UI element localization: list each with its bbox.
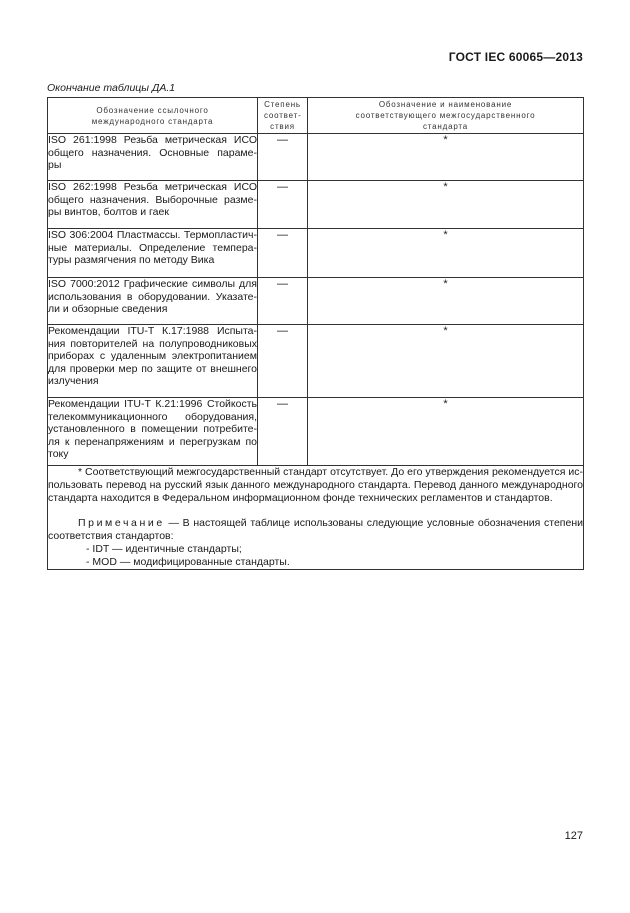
footnote-text: * Соответствующий межгосударственный стандарт отсутствует. До его утверждения рекомендуется ис- пользовать перевод на русский язык данного международного стандарта. Перевод данного международного стандарта находится в Федеральном информационном фонде технических регламентов и стандартов. <box>48 466 583 504</box>
table-row <box>48 229 584 278</box>
note-paragraph <box>48 517 583 543</box>
table-caption: Окончание таблицы ДА.1 <box>47 82 176 94</box>
reference-standard-cell: ISO 7000:2012 Графические символы для использования в оборудовании. Указате- ли и обзорные сведения <box>48 278 258 325</box>
notes-cell <box>48 466 584 570</box>
reference-standard-cell: Рекомендации ITU-T К.21:1996 Стойкость телекоммуникационного оборудования, установленного в помещении потребите- ля к перенапряжениям и перегрузкам по току <box>48 398 258 466</box>
table-row <box>48 398 584 466</box>
interstate-standard-cell: * <box>308 398 584 466</box>
table-row <box>48 278 584 325</box>
table-row <box>48 134 584 181</box>
table-row <box>48 325 584 398</box>
notes-row <box>48 466 584 570</box>
degree-cell: — <box>258 398 308 466</box>
table-row <box>48 181 584 229</box>
document-code: ГОСТ IEC 60065—2013 <box>448 50 583 64</box>
degree-cell: — <box>258 229 308 278</box>
column-header-interstate-standard: Обозначение и наименование соответствующего межгосударственного стандарта <box>308 98 584 134</box>
column-header-degree: Степень соответ- ствия <box>258 98 308 134</box>
reference-standard-cell: Рекомендации ITU-T К.17:1988 Испыта- ния повторителей на полупроводниковых приборах с удаленным электропитанием для проверки мер по защите от внешнего излучения <box>48 325 258 398</box>
note-label: Примечание <box>78 517 165 530</box>
legend-item-mod: - MOD — модифицированные стандарты. <box>86 555 290 568</box>
degree-cell: — <box>258 181 308 229</box>
note-text: — В настоящей таблице использованы следующие условные обозначения степени соответствия стандартов: <box>48 517 583 543</box>
interstate-standard-cell: * <box>308 134 584 181</box>
legend-item-idt: - IDT — идентичные стандарты; <box>86 542 242 555</box>
reference-standard-cell: ISO 262:1998 Резьба метрическая ИСО общего назначения. Выборочные разме- ры винтов, болтов и гаек <box>48 181 258 229</box>
page-number: 127 <box>564 830 583 842</box>
degree-cell: — <box>258 325 308 398</box>
interstate-standard-cell: * <box>308 181 584 229</box>
table-header-row <box>48 98 584 134</box>
standards-table <box>47 97 584 570</box>
degree-cell: — <box>258 278 308 325</box>
reference-standard-cell: ISO 306:2004 Пластмассы. Термопластич- ные материалы. Определение темпера- туры размягчения по методу Вика <box>48 229 258 278</box>
degree-cell: — <box>258 134 308 181</box>
column-header-reference-standard: Обозначение ссылочного международного стандарта <box>48 98 258 134</box>
interstate-standard-cell: * <box>308 325 584 398</box>
reference-standard-cell: ISO 261:1998 Резьба метрическая ИСО общего назначения. Основные параме- ры <box>48 134 258 181</box>
interstate-standard-cell: * <box>308 278 584 325</box>
interstate-standard-cell: * <box>308 229 584 278</box>
